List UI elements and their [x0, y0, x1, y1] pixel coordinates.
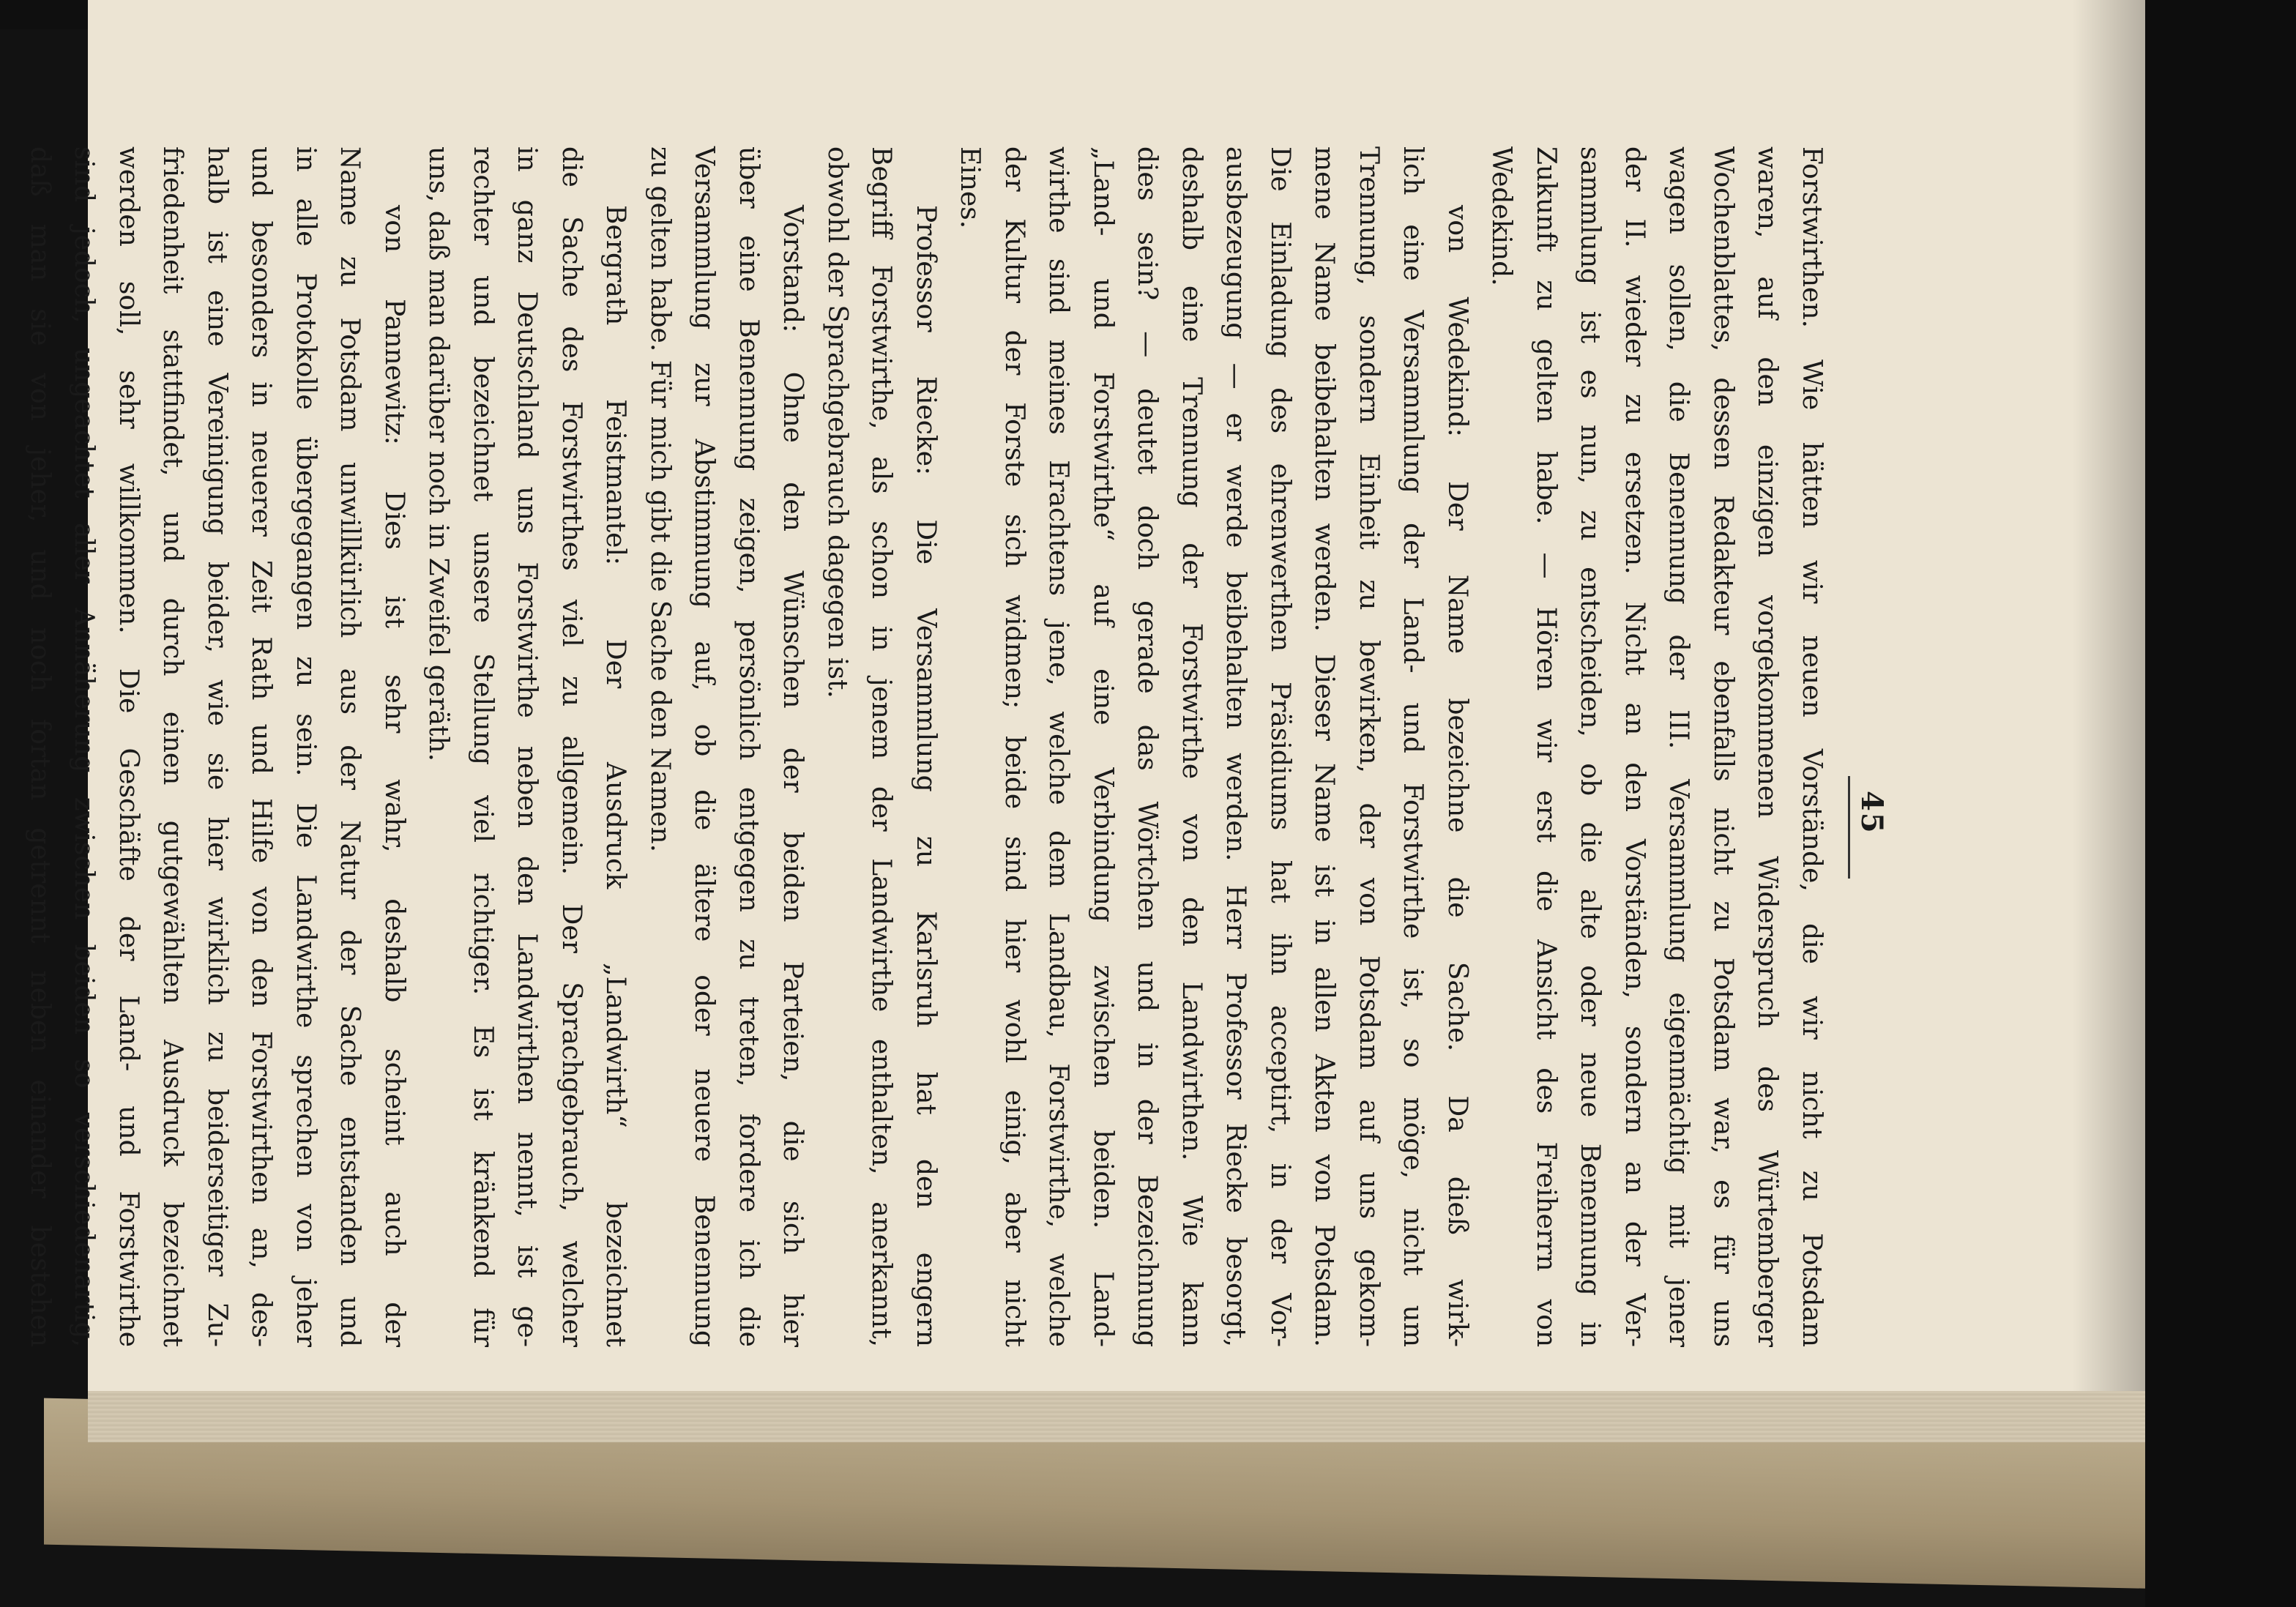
- header-rule: [1848, 776, 1850, 879]
- text-line: Bergrath Feistmantel: Der Ausdruck „Landwirth“ bezeichnet: [600, 205, 631, 1347]
- text-line: daß man sie von jeher, und noch fortan getrennt neben einander bestehen: [25, 146, 55, 1347]
- text-line: Name zu Potsdam unwillkürlich aus der Natur der Sache entstanden und: [335, 146, 365, 1347]
- page-number: 45: [1855, 791, 1889, 835]
- text-line: dies sein? — deutet doch gerade das Wörtchen und in der Bezeichnung: [1132, 146, 1163, 1347]
- text-line: von Pannewitz: Dies ist sehr wahr, deshalb scheint auch der: [379, 205, 409, 1347]
- text-line: ausbezeugung — er werde beibehalten werden. Herr Professor Riecke besorgt,: [1220, 146, 1251, 1347]
- text-line: obwohl der Sprachgebrauch dagegen ist.: [822, 146, 852, 698]
- text-line: der Kultur der Forste sich widmen; beide sind hier wohl einig, aber nicht: [999, 146, 1029, 1347]
- text-line: wirthe sind meines Erachtens jene, welche dem Landbau, Forstwirthe, welche: [1043, 146, 1074, 1347]
- text-line: Vorstand: Ohne den Wünschen der beiden Parteien, die sich hier: [778, 205, 808, 1347]
- text-line: Versammlung zur Abstimmung auf, ob die ältere oder neuere Benennung: [689, 146, 720, 1347]
- text-line: Wochenblattes, dessen Redakteur ebenfalls nicht zu Potsdam war, es für uns: [1708, 146, 1738, 1347]
- text-column: [18, 146, 1890, 1347]
- text-line: der II. wieder zu ersetzen. Nicht an den Vorständen, sondern an der Ver-: [1620, 146, 1650, 1347]
- text-line: „Land- und Forstwirthe“ auf eine Verbindung zwischen beiden. Land-: [1088, 146, 1118, 1347]
- text-line: Professor Riecke: Die Versammlung zu Karlsruh hat den engern: [911, 205, 941, 1347]
- body-text: [18, 146, 1834, 1347]
- text-line: und besonders in neuerer Zeit Rath und Hilfe von den Forstwirthen an, des-: [246, 146, 277, 1347]
- text-line: die Sache des Forstwirthes viel zu allgemein. Der Sprachgebrauch, welcher: [556, 146, 586, 1347]
- text-line: Begriff Forstwirthe, als schon in jenem der Landwirthe enthalten, anerkannt,: [866, 146, 897, 1347]
- text-line: Eines.: [955, 146, 985, 229]
- text-line: Forstwirthen. Wie hätten wir neuen Vorstände, die wir nicht zu Potsdam: [1797, 146, 1827, 1347]
- text-line: rechter und bezeichnet unsere Stellung viel richtiger. Es ist kränkend für: [468, 146, 498, 1347]
- text-line: in alle Protokolle übergegangen zu sein. Die Landwirthe sprechen von jeher: [291, 146, 321, 1347]
- text-line: wagen sollen, die Benennung der III. Versammlung eigenmächtig mit jener: [1663, 146, 1694, 1347]
- text-line: Trennung, sondern Einheit zu bewirken, der von Potsdam auf uns gekom-: [1354, 146, 1384, 1347]
- text-line: Die Einladung des ehrenwerthen Präsidiums hat ihn acceptirt, in der Vor-: [1265, 146, 1295, 1347]
- text-line: friedenheit stattfindet, und durch einen gutgewählten Ausdruck bezeichnet: [157, 146, 188, 1347]
- text-line: über eine Benennung zeigen, persönlich entgegen zu treten, fordere ich die: [734, 146, 764, 1347]
- text-line: Zukunft zu gelten habe. — Hören wir erst die Ansicht des Freiherrn von: [1531, 146, 1561, 1347]
- text-line: waren, auf den einzigen vorgekommenen Widerspruch des Würtemberger: [1752, 146, 1783, 1347]
- text-line: lich eine Versammlung der Land- und Forstwirthe ist, so möge, nicht um: [1398, 146, 1428, 1347]
- text-line: in ganz Deutschland uns Forstwirthe neben den Landwirthen nennt, ist ge-: [512, 146, 543, 1347]
- text-line: deshalb eine Trennung der Forstwirthe von den Landwirthen. Wie kann: [1177, 146, 1207, 1347]
- text-line: halb ist eine Vereinigung beider, wie sie hier wirklich zu beiderseitiger Zu-: [202, 146, 232, 1347]
- text-line: sammlung ist es nun, zu entscheiden, ob die alte oder neue Benennung in: [1575, 146, 1606, 1347]
- text-line: mene Name beibehalten werden. Dieser Name ist in allen Akten von Potsdam.: [1309, 146, 1340, 1347]
- page-text-area: [25, 146, 1889, 1347]
- text-line: Wedekind.: [1486, 146, 1517, 286]
- text-line: zu gelten habe. Für mich gibt die Sache den Namen.: [645, 146, 675, 853]
- text-line: werden soll, sehr willkommen. Die Geschäfte der Land- und Forstwirthe: [113, 146, 144, 1347]
- text-line: uns, daß man darüber noch in Zweifel geräth.: [423, 146, 454, 762]
- text-line: sind jedoch, ungeachtet aller Annäherung zwischen beiden so verschiedenartig,: [69, 146, 100, 1347]
- text-line: von Wedekind: Der Name bezeichne die Sache. Da dieß wirk-: [1442, 205, 1472, 1347]
- scan-background-right: [2145, 0, 2296, 1607]
